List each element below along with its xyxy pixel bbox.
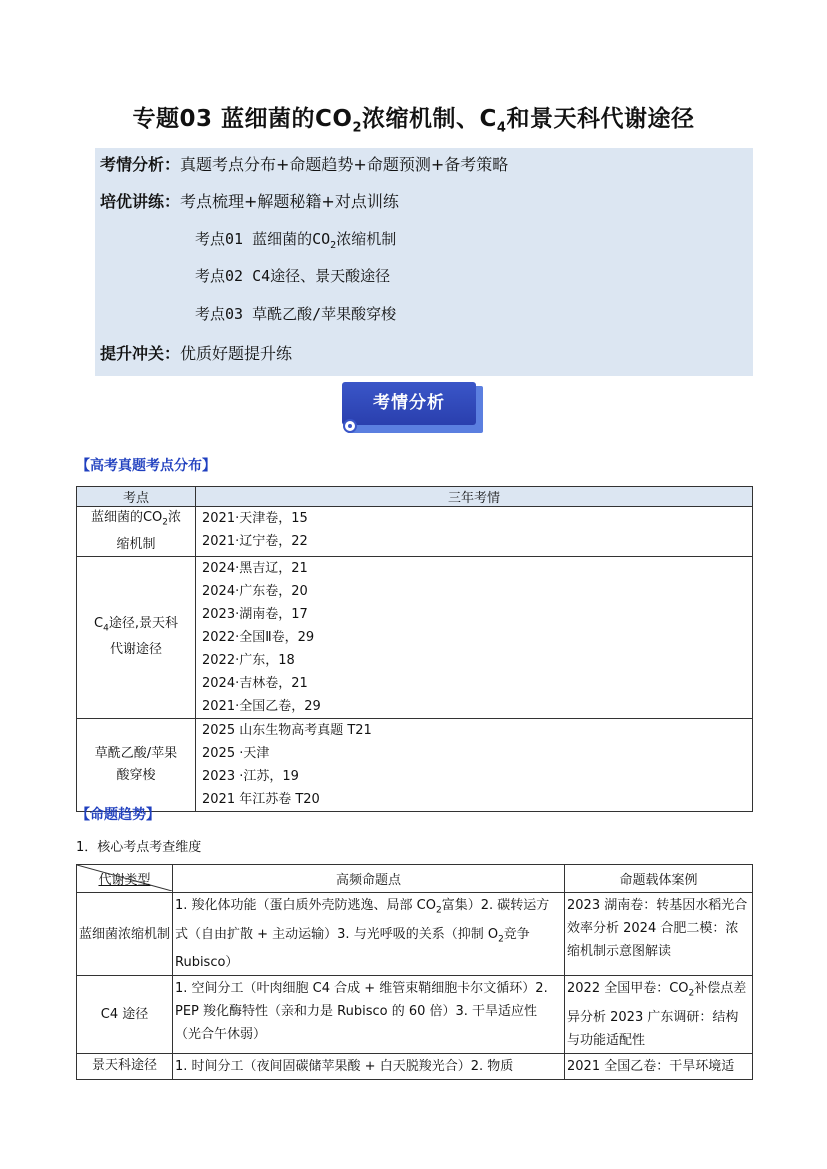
page-title: 专题03 蓝细菌的$CO_2$浓缩机制、$C_4$和景天科代谢途径 bbox=[132, 106, 695, 136]
type-cell: 蓝细菌浓缩机制 bbox=[77, 893, 173, 976]
type-cell: C4 途径 bbox=[77, 976, 173, 1054]
table-row bbox=[77, 718, 753, 811]
header-point: 考点 bbox=[77, 487, 196, 507]
point-3: 考点03 草酰乙酸/苹果酸穿梭 bbox=[195, 305, 397, 323]
points-cell: 1. 空间分工（叶肉细胞 C4 合成 + 维管束鞘细胞卡尔文循环）2. PEP 羧化酶特性（亲和力是 Rubisco 的 60 倍）3. 干旱适应性（光合午休弱） bbox=[173, 976, 565, 1054]
header-type: 代谢类型 bbox=[77, 865, 173, 893]
boost-label: 提升冲关： bbox=[100, 344, 181, 363]
analysis-text: 真题考点分布+命题趋势+命题预测+备考策略 bbox=[180, 155, 509, 174]
type-cell: 景天科途径 bbox=[77, 1053, 173, 1079]
header-years: 三年考情 bbox=[196, 487, 753, 507]
training-text: 考点梳理+解题秘籍+对点训练 bbox=[180, 192, 399, 211]
points-cell: 1. 时间分工（夜间固碳储苹果酸 + 白天脱羧光合）2. 物质 bbox=[173, 1053, 565, 1079]
table-header bbox=[77, 865, 753, 893]
exam-distribution-table bbox=[76, 486, 753, 812]
point-2: 考点02 C4途径、景天酸途径 bbox=[195, 267, 391, 285]
analysis-label: 考情分析： bbox=[100, 155, 181, 174]
banner-label: 考情分析 bbox=[342, 382, 476, 425]
years-cell: 2024·黑吉辽，21 2024·广东卷，20 2023·湖南卷，17 2022·全国Ⅱ卷，29 2022·广东，18 2024·吉林卷，21 2021·全国乙卷，29 bbox=[196, 556, 753, 718]
training-label: 培优讲练： bbox=[100, 192, 181, 211]
subheading: 1．核心考点考查维度 bbox=[76, 840, 202, 855]
analysis-banner bbox=[342, 382, 484, 434]
point-cell: $C_4$途径,景天科 代谢途径 bbox=[77, 556, 196, 718]
header-points: 高频命题点 bbox=[173, 865, 565, 893]
cases-cell: 2023 湖南卷：转基因水稻光合效率分析 2024 合肥二模：浓缩机制示意图解读 bbox=[565, 893, 753, 976]
years-cell: 2025 山东生物高考真题 T21 2025 ·天津 2023 ·江苏，19 2021 年江苏卷 T20 bbox=[196, 718, 753, 811]
years-cell: 2021·天津卷，15 2021·辽宁卷，22 bbox=[196, 507, 753, 557]
points-cell: 1. 羧化体功能（蛋白质外壳防逃逸、局部 $CO_2$富集）2. 碳转运方式（自由扩散 + 主动运输）3. 与光呼吸的关系（抑制 $O_2$竞争 Rubisco） bbox=[173, 893, 565, 976]
table-row bbox=[77, 976, 753, 1054]
trend-table bbox=[76, 864, 753, 1080]
table-row bbox=[77, 1053, 753, 1079]
section-heading-trends: 【命题趋势】 bbox=[76, 807, 160, 823]
target-icon bbox=[343, 419, 357, 433]
table-header bbox=[77, 487, 753, 507]
cases-cell: 2022 全国甲卷：$CO_2$补偿点差异分析 2023 广东调研：结构与功能适配性 bbox=[565, 976, 753, 1054]
cases-cell: 2021 全国乙卷：干旱环境适 bbox=[565, 1053, 753, 1079]
section-heading-distribution: 【高考真题考点分布】 bbox=[76, 458, 216, 474]
table-row bbox=[77, 556, 753, 718]
overview-box bbox=[95, 148, 753, 376]
table-row bbox=[77, 507, 753, 557]
point-1: 考点01 蓝细菌的$CO_2$浓缩机制 bbox=[195, 230, 397, 251]
point-cell: 蓝细菌的$CO_2$浓 缩机制 bbox=[77, 507, 196, 557]
point-cell: 草酰乙酸/苹果 酸穿梭 bbox=[77, 718, 196, 811]
header-cases: 命题载体案例 bbox=[565, 865, 753, 893]
table-row bbox=[77, 893, 753, 976]
boost-text: 优质好题提升练 bbox=[180, 344, 293, 363]
